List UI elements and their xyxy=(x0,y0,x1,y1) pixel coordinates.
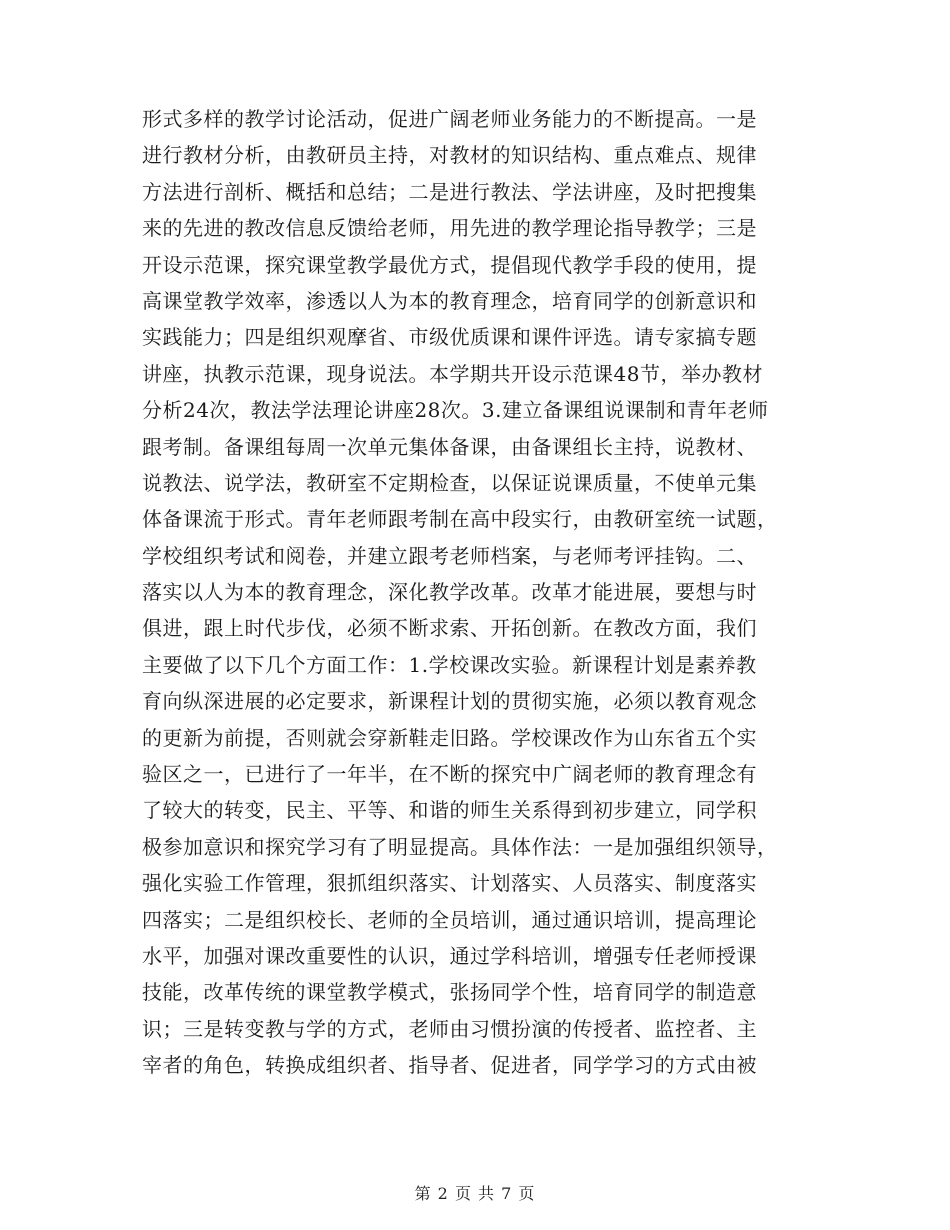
text-line: 来的先进的教改信息反馈给老师，用先进的教学理论指导教学；三是 xyxy=(142,216,757,241)
text-line: 方法进行剖析、概括和总结；二是进行教法、学法讲座，及时把搜集 xyxy=(142,179,757,204)
text-line: 极参加意识和探究学习有了明显提高。具体作法：一是加强组织领导， xyxy=(142,834,778,859)
text-line: 跟考制。备课组每周一次单元集体备课，由备课组长主持，说教材、 xyxy=(142,434,757,459)
text-line: 主要做了以下几个方面工作：1.学校课改实验。新课程计划是素养教 xyxy=(142,652,757,677)
text-line: 俱进，跟上时代步伐，必须不断求索、开拓创新。在教改方面，我们 xyxy=(142,616,757,641)
text-line: 技能，改革传统的课堂教学模式，张扬同学个性，培育同学的制造意 xyxy=(142,980,757,1005)
text-line: 育向纵深进展的必定要求，新课程计划的贯彻实施，必须以教育观念 xyxy=(142,689,757,714)
text-line: 讲座，执教示范课，现身说法。本学期共开设示范课48节，举办教材 xyxy=(142,361,763,386)
text-line: 的更新为前提，否则就会穿新鞋走旧路。学校课改作为山东省五个实 xyxy=(142,725,757,750)
text-line: 了较大的转变，民主、平等、和谐的师生关系得到初步建立，同学积 xyxy=(142,798,757,823)
text-line: 识；三是转变教与学的方式，老师由习惯扮演的传授者、监控者、主 xyxy=(142,1016,757,1041)
text-line: 开设示范课，探究课堂教学最优方式，提倡现代教学手段的使用，提 xyxy=(142,252,757,277)
text-line: 强化实验工作管理，狠抓组织落实、计划落实、人员落实、制度落实 xyxy=(142,871,757,896)
text-line: 分析24次，教法学法理论讲座28次。3.建立备课组说课制和青年老师 xyxy=(142,398,769,423)
text-line: 体备课流于形式。青年老师跟考制在高中段实行，由教研室统一试题， xyxy=(142,507,778,532)
text-line: 验区之一，已进行了一年半，在不断的探究中广阔老师的教育理念有 xyxy=(142,762,757,787)
text-line: 落实以人为本的教育理念，深化教学改革。改革才能进展，要想与时 xyxy=(142,580,757,605)
text-line: 说教法、说学法，教研室不定期检查，以保证说课质量，不使单元集 xyxy=(142,470,757,495)
text-line: 进行教材分析，由教研员主持，对教材的知识结构、重点难点、规律 xyxy=(142,143,757,168)
text-line: 四落实；二是组织校长、老师的全员培训，通过通识培训，提高理论 xyxy=(142,907,757,932)
text-line: 学校组织考试和阅卷，并建立跟考老师档案，与老师考评挂钩。二、 xyxy=(142,543,757,568)
text-line: 形式多样的教学讨论活动，促进广阔老师业务能力的不断提高。一是 xyxy=(142,107,757,131)
text-line: 宰者的角色，转换成组织者、指导者、促进者，同学学习的方式由被 xyxy=(142,1053,757,1078)
text-line: 高课堂教学效率，渗透以人为本的教育理念，培育同学的创新意识和 xyxy=(142,288,757,313)
page-number-footer: 第 2 页 共 7 页 xyxy=(414,1184,536,1203)
text-line: 实践能力；四是组织观摩省、市级优质课和课件评选。请专家搞专题 xyxy=(142,325,757,350)
text-line: 水平，加强对课改重要性的认识，通过学科培训，增强专任老师授课 xyxy=(142,943,757,968)
body-text xyxy=(142,101,822,1084)
